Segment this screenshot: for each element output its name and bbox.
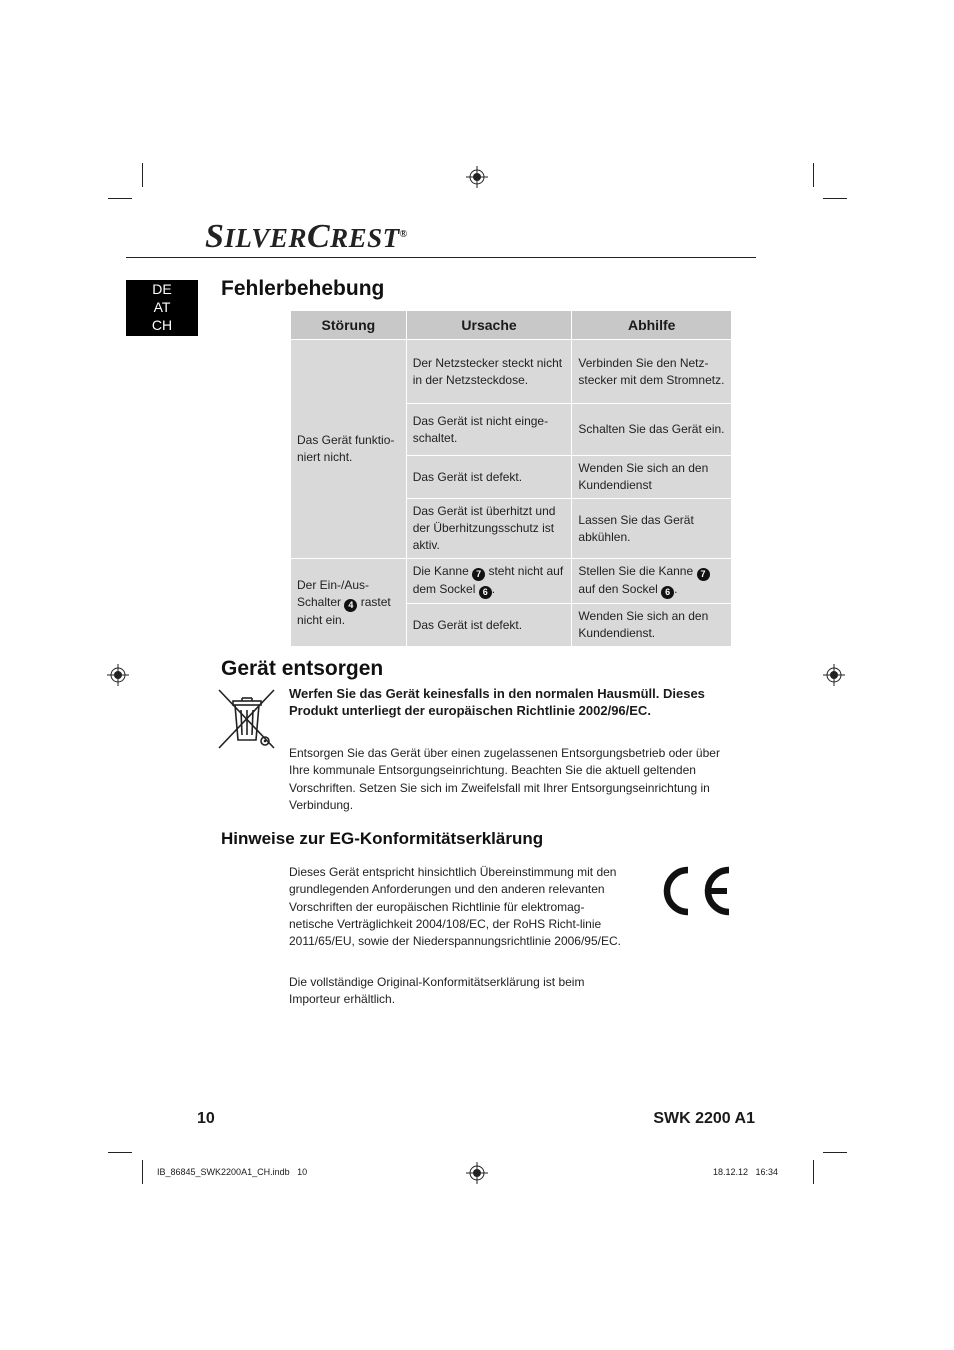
- registration-mark-icon: [107, 664, 129, 686]
- cause-cell: Die Kanne 7 steht nicht auf dem Sockel 6 .: [406, 559, 572, 604]
- section-title-troubleshooting: Fehlerbehebung: [221, 277, 385, 300]
- print-file-info: IB_86845_SWK2200A1_CH.indb 10: [157, 1167, 308, 1177]
- crop-mark: [823, 1152, 847, 1153]
- page-number: 10: [197, 1110, 215, 1127]
- remedy-cell: Wenden Sie sich an den Kundendienst: [572, 456, 732, 499]
- section-title-conformity: Hinweise zur EG-Konformitätserklärung: [221, 829, 544, 848]
- header-rule: [126, 257, 756, 258]
- column-header: Ursache: [406, 311, 572, 340]
- column-header: Störung: [291, 311, 407, 340]
- remedy-cell: Verbinden Sie den Netz-stecker mit dem Stromnetz.: [572, 340, 732, 404]
- conformity-text: Dieses Gerät entspricht hinsichtlich Übereinstimmung mit den grundlegenden Anforderungen und den anderen relevanten Vorschriften der europäischen Richtlinie für elektromag-netische Verträglichkeit 2004/108/EC, der RoHS Richt-linie 2011/65/EU, sowie der Niederspannungsrichtlinie 2006/95/EC.: [289, 865, 621, 949]
- disposal-warning: Werfen Sie das Gerät keinesfalls in den normalen Hausmüll. Dieses Produkt unterliegt der europäischen Richtlinie 2002/96/EC.: [289, 686, 705, 718]
- crop-mark: [823, 198, 847, 199]
- crop-mark: [108, 198, 132, 199]
- remedy-cell: Schalten Sie das Gerät ein.: [572, 404, 732, 456]
- problem-cell: Das Gerät funktio-niert nicht.: [291, 340, 407, 559]
- problem-cell: Der Ein-/Aus-Schalter 4 rastet nicht ein.: [291, 559, 407, 647]
- crop-mark: [813, 163, 814, 187]
- registration-mark-icon: [466, 1162, 488, 1184]
- table-row: [291, 559, 732, 604]
- brand-logo: SILVERCREST®: [205, 218, 408, 255]
- crop-mark: [142, 163, 143, 187]
- conformity-note: Die vollständige Original-Konformitätserklärung ist beim Importeur erhältlich.: [289, 975, 585, 1007]
- lang-de: DE: [152, 281, 172, 297]
- crop-mark: [813, 1160, 814, 1184]
- section-title-disposal: Gerät entsorgen: [221, 657, 384, 680]
- cause-cell: Das Gerät ist nicht einge-schaltet.: [406, 404, 572, 456]
- cause-cell: Der Netzstecker steckt nicht in der Netzsteckdose.: [406, 340, 572, 404]
- print-timestamp: 18.12.12 16:34: [712, 1167, 778, 1177]
- crop-mark: [142, 1160, 143, 1184]
- lang-ch: CH: [151, 317, 173, 333]
- column-header: Abhilfe: [572, 311, 732, 340]
- remedy-cell: Stellen Sie die Kanne 7 auf den Sockel 6 .: [572, 559, 732, 604]
- table-header-row: [291, 311, 732, 340]
- cause-cell: Das Gerät ist defekt.: [406, 604, 572, 647]
- cause-cell: Das Gerät ist defekt.: [406, 456, 572, 499]
- part-number-badge: 7: [697, 568, 710, 581]
- registration-mark-icon: [466, 166, 488, 188]
- crop-mark: [108, 1152, 132, 1153]
- lang-at: AT: [153, 299, 171, 315]
- part-number-badge: 7: [472, 568, 485, 581]
- part-number-badge: 6: [479, 586, 492, 599]
- table-row: [291, 340, 732, 404]
- language-tab: [126, 280, 198, 336]
- registration-mark-icon: [823, 664, 845, 686]
- remedy-cell: Lassen Sie das Gerät abkühlen.: [572, 499, 732, 559]
- crossed-out-bin-icon: [216, 684, 278, 752]
- part-number-badge: 6: [661, 586, 674, 599]
- part-number-badge: 4: [344, 599, 357, 612]
- remedy-cell: Wenden Sie sich an den Kundendienst.: [572, 604, 732, 647]
- ce-mark-icon: [655, 862, 735, 920]
- model-number: SWK 2200 A1: [653, 1110, 755, 1127]
- cause-cell: Das Gerät ist überhitzt und der Überhitzungsschutz ist aktiv.: [406, 499, 572, 559]
- troubleshooting-table: [290, 310, 732, 647]
- disposal-text: Entsorgen Sie das Gerät über einen zugelassenen Entsorgungsbetrieb oder über Ihre kommunale Entsorgungseinrichtung. Beachten Sie die aktuell geltenden Vorschriften. Setzen Sie sich im Zweifelsfall mit Ihrer Entsorgungseinrichtung in Verbindung.: [289, 746, 720, 812]
